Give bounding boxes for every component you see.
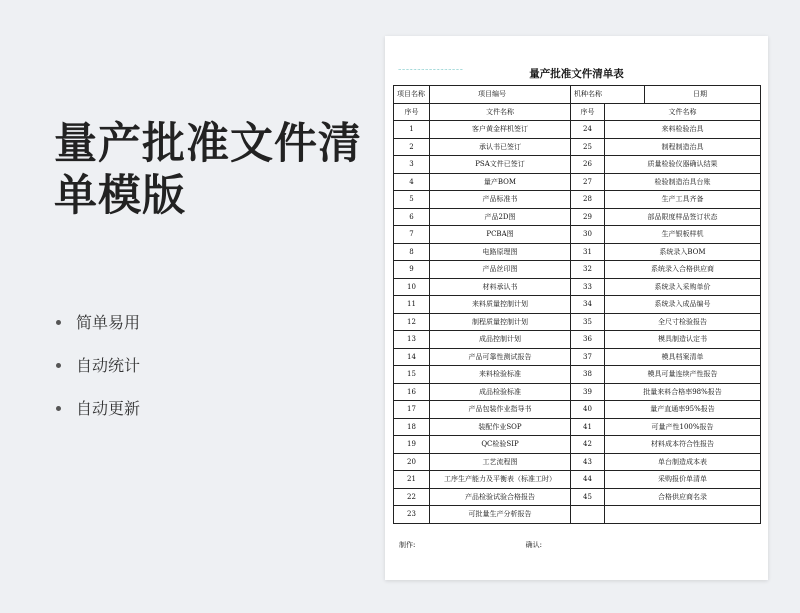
right-no-cell: 37: [571, 348, 605, 366]
left-no-cell: 6: [394, 208, 430, 226]
left-name-cell: 制程质量控制计划: [430, 313, 571, 331]
right-name-cell: 模具可量连续产性报告: [605, 366, 761, 384]
right-name-cell: 单台制造成本表: [605, 453, 761, 471]
right-no-cell: 24: [571, 121, 605, 139]
left-name-cell: 客户黄金样机签订: [430, 121, 571, 139]
right-name-cell: 生产银板样机: [605, 226, 761, 244]
right-no-cell: 45: [571, 488, 605, 506]
feature-item: [56, 398, 140, 441]
header-row: [394, 103, 761, 121]
right-name-cell: 质量检验仪器确认结果: [605, 156, 761, 174]
right-name-cell: 系统录入采购单价: [605, 278, 761, 296]
table-row: [394, 453, 761, 471]
table-row: [394, 138, 761, 156]
header-name: 文件名称: [430, 103, 571, 121]
left-no-cell: 12: [394, 313, 430, 331]
left-name-cell: 工艺流程图: [430, 453, 571, 471]
left-name-cell: 电路原理图: [430, 243, 571, 261]
right-name-cell: 合格供应商名录: [605, 488, 761, 506]
file-list-table: [393, 85, 761, 524]
date-label: 日期: [645, 86, 761, 104]
left-name-cell: QC检验SIP: [430, 436, 571, 454]
feature-item: [56, 355, 140, 398]
table-row: [394, 226, 761, 244]
right-no-cell: 28: [571, 191, 605, 209]
table-row: [394, 383, 761, 401]
left-name-cell: 产品检验试验合格报告: [430, 488, 571, 506]
feature-list: [56, 312, 140, 441]
left-name-cell: 来料质量控制计划: [430, 296, 571, 314]
right-no-cell: 42: [571, 436, 605, 454]
table-row: [394, 436, 761, 454]
right-name-cell: 部品限度样品签订状态: [605, 208, 761, 226]
left-name-cell: 产品2D图: [430, 208, 571, 226]
table-row: [394, 191, 761, 209]
right-no-cell: 26: [571, 156, 605, 174]
left-no-cell: 13: [394, 331, 430, 349]
left-no-cell: 16: [394, 383, 430, 401]
right-no-cell: [571, 506, 605, 524]
right-no-cell: 32: [571, 261, 605, 279]
right-no-cell: 25: [571, 138, 605, 156]
left-name-cell: PCBA图: [430, 226, 571, 244]
project-no-label: 项目编号: [430, 86, 571, 104]
right-name-cell: 批量来料合格率98%报告: [605, 383, 761, 401]
right-no-cell: 27: [571, 173, 605, 191]
left-no-cell: 18: [394, 418, 430, 436]
right-no-cell: 31: [571, 243, 605, 261]
header-no: 序号: [394, 103, 430, 121]
watermark: ~~~~~~~~~~~~~~~~~: [398, 67, 464, 72]
table-row: [394, 208, 761, 226]
left-name-cell: 承认书已签订: [430, 138, 571, 156]
confirm-label: 确认:: [525, 541, 542, 549]
right-name-cell: [605, 506, 761, 524]
left-no-cell: 20: [394, 453, 430, 471]
document-preview: [385, 36, 768, 580]
right-name-cell: 材料成本符合性报告: [605, 436, 761, 454]
left-no-cell: 10: [394, 278, 430, 296]
right-name-cell: 采购报价单清单: [605, 471, 761, 489]
bullet-dot-icon: [56, 406, 61, 411]
table-row: [394, 173, 761, 191]
left-no-cell: 21: [394, 471, 430, 489]
left-name-cell: PSA文件已签订: [430, 156, 571, 174]
left-no-cell: 17: [394, 401, 430, 419]
left-no-cell: 3: [394, 156, 430, 174]
table-row: [394, 261, 761, 279]
table-row: [394, 296, 761, 314]
table-row: [394, 313, 761, 331]
table-row: [394, 418, 761, 436]
left-name-cell: 成品检验标准: [430, 383, 571, 401]
left-name-cell: 材料承认书: [430, 278, 571, 296]
feature-label: 自动更新: [76, 399, 141, 418]
right-no-cell: 29: [571, 208, 605, 226]
left-no-cell: 22: [394, 488, 430, 506]
right-no-cell: 41: [571, 418, 605, 436]
table-row: [394, 121, 761, 139]
table-row: [394, 156, 761, 174]
header-name: 文件名称: [605, 103, 761, 121]
left-name-cell: 成品控制计划: [430, 331, 571, 349]
signature-footer: [399, 540, 542, 550]
right-no-cell: 33: [571, 278, 605, 296]
bullet-dot-icon: [56, 320, 61, 325]
right-name-cell: 模具档案清单: [605, 348, 761, 366]
table-row: [394, 471, 761, 489]
right-name-cell: 系统录入成品编号: [605, 296, 761, 314]
table-row: [394, 348, 761, 366]
right-no-cell: 36: [571, 331, 605, 349]
bullet-dot-icon: [56, 363, 61, 368]
header-no: 序号: [571, 103, 605, 121]
right-name-cell: 可量产性100%报告: [605, 418, 761, 436]
right-no-cell: 40: [571, 401, 605, 419]
left-name-cell: 产品可靠性测试报告: [430, 348, 571, 366]
left-name-cell: 来料检验标准: [430, 366, 571, 384]
left-name-cell: 产品包装作业指导书: [430, 401, 571, 419]
right-no-cell: 35: [571, 313, 605, 331]
right-name-cell: 系统录入BOM: [605, 243, 761, 261]
left-no-cell: 23: [394, 506, 430, 524]
right-name-cell: 全尺寸检验报告: [605, 313, 761, 331]
left-name-cell: 可批量生产分析报告: [430, 506, 571, 524]
right-name-cell: 量产直通率95%报告: [605, 401, 761, 419]
table-row: [394, 366, 761, 384]
right-no-cell: 39: [571, 383, 605, 401]
right-name-cell: 来料检验治具: [605, 121, 761, 139]
made-by-label: 制作:: [399, 541, 416, 549]
project-name-label: 项目名称: [394, 86, 430, 104]
document-title: 量产批准文件清单表: [529, 68, 624, 80]
left-no-cell: 15: [394, 366, 430, 384]
left-no-cell: 8: [394, 243, 430, 261]
left-no-cell: 14: [394, 348, 430, 366]
table-row: [394, 401, 761, 419]
right-name-cell: 系统录入合格供应商: [605, 261, 761, 279]
table-row: [394, 488, 761, 506]
right-no-cell: 43: [571, 453, 605, 471]
right-name-cell: 检验制造治具台账: [605, 173, 761, 191]
left-no-cell: 19: [394, 436, 430, 454]
left-no-cell: 5: [394, 191, 430, 209]
left-no-cell: 1: [394, 121, 430, 139]
right-no-cell: 44: [571, 471, 605, 489]
left-name-cell: 装配作业SOP: [430, 418, 571, 436]
feature-item: [56, 312, 140, 355]
left-name-cell: 产品标准书: [430, 191, 571, 209]
feature-label: 自动统计: [76, 356, 141, 375]
right-no-cell: 38: [571, 366, 605, 384]
right-name-cell: 模具制造认定书: [605, 331, 761, 349]
left-name-cell: 工序生产能力及平衡表（标准工时）: [430, 471, 571, 489]
left-no-cell: 7: [394, 226, 430, 244]
left-no-cell: 9: [394, 261, 430, 279]
feature-label: 简单易用: [76, 313, 141, 332]
left-no-cell: 11: [394, 296, 430, 314]
left-no-cell: 2: [394, 138, 430, 156]
left-name-cell: 量产BOM: [430, 173, 571, 191]
right-no-cell: 30: [571, 226, 605, 244]
left-no-cell: 4: [394, 173, 430, 191]
right-no-cell: 34: [571, 296, 605, 314]
right-name-cell: 制程制造治具: [605, 138, 761, 156]
table-row: [394, 243, 761, 261]
table-row: [394, 506, 761, 524]
table-row: [394, 278, 761, 296]
page-title: 量产批准文件清单模版: [54, 119, 362, 221]
meta-row: [394, 86, 761, 104]
model-name-label: 机种名称: [571, 86, 645, 104]
right-name-cell: 生产工具齐备: [605, 191, 761, 209]
left-name-cell: 产品丝印图: [430, 261, 571, 279]
table-row: [394, 331, 761, 349]
